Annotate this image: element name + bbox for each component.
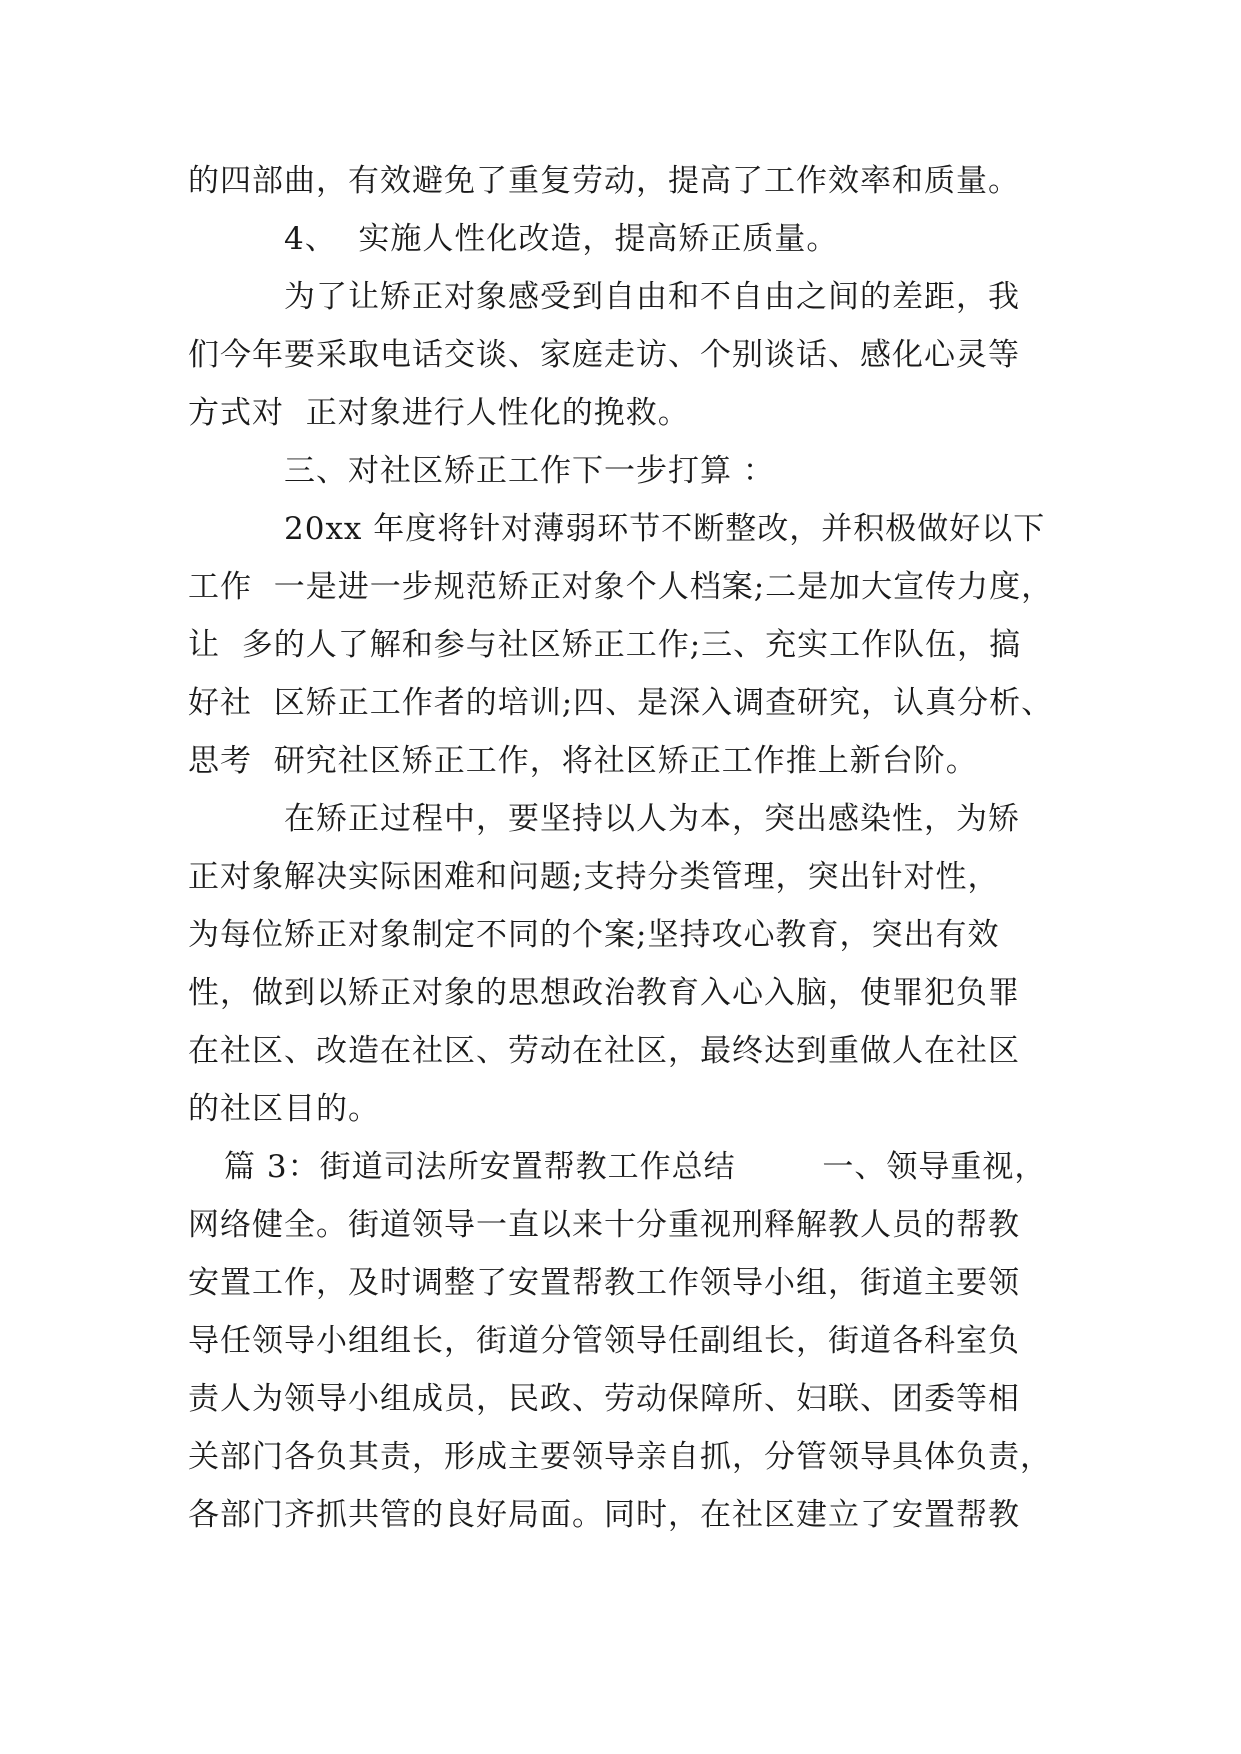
document-page bbox=[188, 152, 1068, 1544]
text-line: 在矫正过程中，要坚持以人为本，突出感染性，为矫 bbox=[284, 801, 1020, 837]
text-line: 让 多的人了解和参与社区矫正工作;三、充实工作队伍，搞 bbox=[188, 627, 1022, 663]
text-line: 的四部曲，有效避免了重复劳动，提高了工作效率和质量。 bbox=[188, 163, 1020, 199]
text-line: 导任领导小组组长，街道分管领导任副组长，街道各科室负 bbox=[188, 1323, 1020, 1359]
text-line: 为每位矫正对象制定不同的个案;坚持攻心教育，突出有效 bbox=[188, 917, 1000, 953]
text-line: 关部门各负其责，形成主要领导亲自抓，分管领导具体负责， bbox=[188, 1439, 1052, 1475]
text-line: 性，做到以矫正对象的思想政治教育入心入脑，使罪犯负罪 bbox=[188, 975, 1020, 1011]
text-line: 安置工作，及时调整了安置帮教工作领导小组，街道主要领 bbox=[188, 1265, 1020, 1301]
text-line: 20xx 年度将针对薄弱环节不断整改，并积极做好以下 bbox=[284, 511, 1046, 547]
text-line: 工作 一是进一步规范矫正对象个人档案;二是加大宣传力度， bbox=[188, 569, 1054, 605]
article-heading: 篇 3：街道司法所安置帮教工作总结 一、领导重视， bbox=[224, 1149, 1047, 1185]
text-line: 的社区目的。 bbox=[188, 1091, 380, 1127]
text-line: 好社 区矫正工作者的培训;四、是深入调查研究，认真分析、 bbox=[188, 685, 1054, 721]
section-heading: 4、 实施人性化改造，提高矫正质量。 bbox=[284, 221, 839, 257]
text-line: 网络健全。街道领导一直以来十分重视刑释解教人员的帮教 bbox=[188, 1207, 1020, 1243]
text-line: 在社区、改造在社区、劳动在社区，最终达到重做人在社区 bbox=[188, 1033, 1020, 1069]
text-line: 各部门齐抓共管的良好局面。同时，在社区建立了安置帮教 bbox=[188, 1497, 1020, 1533]
text-line: 正对象解决实际困难和问题;支持分类管理，突出针对性， bbox=[188, 859, 1000, 895]
text-line: 思考 研究社区矫正工作，将社区矫正工作推上新台阶。 bbox=[188, 743, 978, 779]
text-line: 方式对 正对象进行人性化的挽救。 bbox=[188, 395, 690, 431]
text-line: 为了让矫正对象感受到自由和不自由之间的差距，我 bbox=[284, 279, 1020, 315]
text-line: 们今年要采取电话交谈、家庭走访、个别谈话、感化心灵等 bbox=[188, 337, 1020, 373]
section-heading: 三、对社区矫正工作下一步打算 ： bbox=[284, 453, 775, 489]
text-line: 责人为领导小组成员，民政、劳动保障所、妇联、团委等相 bbox=[188, 1381, 1020, 1417]
